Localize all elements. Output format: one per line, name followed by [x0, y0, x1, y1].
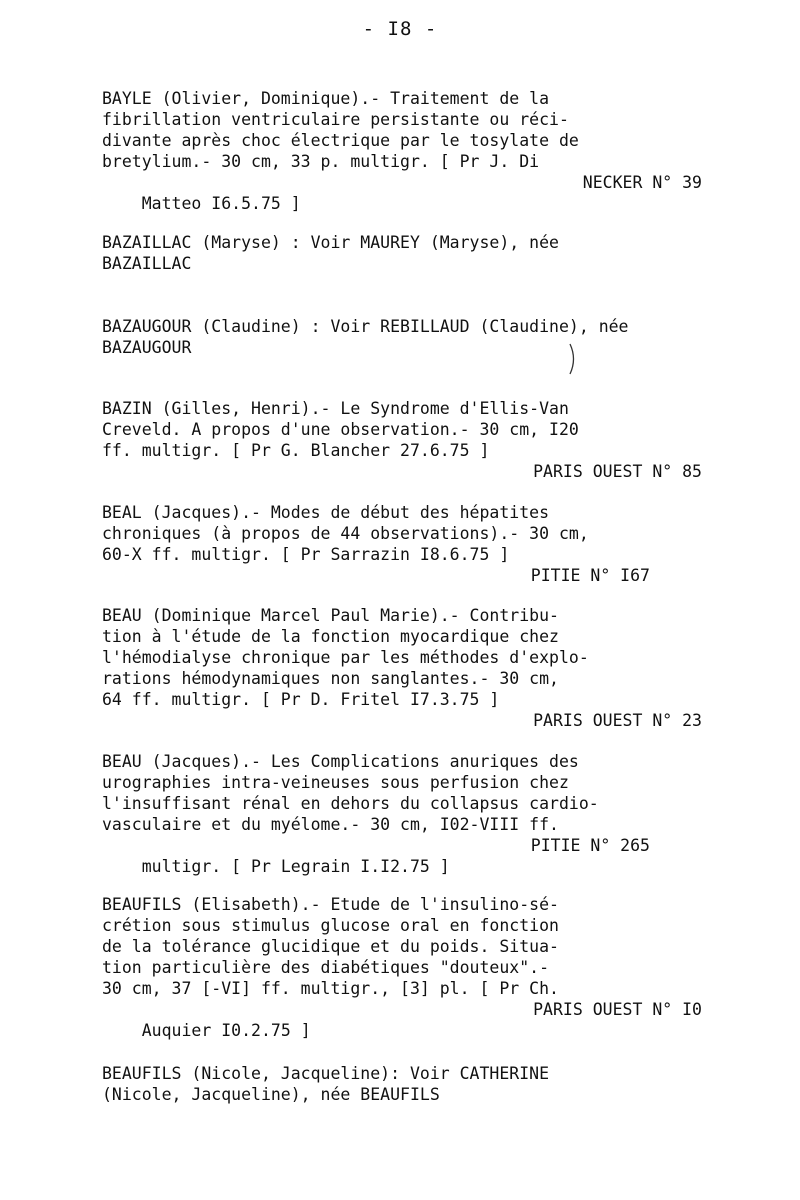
entry-line: urographies intra-veineuses sous perfusion chez — [102, 773, 569, 792]
entry-line: 60-X ff. multigr. [ Pr Sarrazin I8.6.75 ] — [102, 545, 510, 564]
entry-line: BEAU (Dominique Marcel Paul Marie).- Contribu- — [102, 606, 559, 625]
entry-location: PARIS OUEST N° 85 — [533, 462, 702, 481]
entry-line: 64 ff. multigr. [ Pr D. Fritel I7.3.75 ] — [102, 690, 500, 709]
entry-line: tion à l'étude de la fonction myocardique chez — [102, 627, 559, 646]
entry-line: vasculaire et du myélome.- 30 cm, I02-VIII ff. — [102, 815, 559, 834]
catalog-entry-beaufils-elisabeth — [102, 894, 702, 1040]
catalog-entry-bazin — [102, 398, 702, 482]
catalog-entry-beaufils-nicole — [102, 1063, 702, 1105]
catalog-entry-bazaugour — [102, 316, 702, 358]
entry-line: BAZAILLAC — [102, 254, 192, 273]
entry-line: BAZAUGOUR (Claudine) : Voir REBILLAUD (Claudine), née — [102, 317, 629, 336]
entry-line: BAZIN (Gilles, Henri).- Le Syndrome d'Ellis-Van — [102, 399, 569, 418]
entry-line: tion particulière des diabétiques "douteux".- — [102, 958, 550, 977]
page-number: - I8 - — [362, 18, 438, 40]
entry-line: Auquier I0.2.75 ] — [141, 1021, 311, 1040]
entry-location: PITIE N° I67 — [530, 566, 650, 585]
entry-location: NECKER N° 39 — [582, 173, 702, 192]
entry-line-with-location — [102, 999, 702, 1040]
entry-line: BEAU (Jacques).- Les Complications anuriques des — [102, 752, 579, 771]
entry-line: crétion sous stimulus glucose oral en fonction — [102, 916, 559, 935]
catalog-entry-beau-dominique — [102, 605, 702, 731]
entry-line: ff. multigr. [ Pr G. Blancher 27.6.75 ] — [102, 441, 490, 460]
entry-line: bretylium.- 30 cm, 33 p. multigr. [ Pr J. Di — [102, 152, 540, 171]
entry-line: (Nicole, Jacqueline), née BEAUFILS — [102, 1085, 440, 1104]
catalog-entry-beau-jacques — [102, 751, 702, 876]
entry-line: de la tolérance glucidique et du poids. Situa- — [102, 937, 559, 956]
catalog-entry-beal — [102, 502, 702, 586]
entry-line: BEAUFILS (Nicole, Jacqueline): Voir CATHERINE — [102, 1064, 550, 1083]
entry-line: fibrillation ventriculaire persistante ou réci- — [102, 110, 569, 129]
stray-ink-mark — [568, 342, 578, 376]
entry-line: BAYLE (Olivier, Dominique).- Traitement de la — [102, 89, 550, 108]
entry-line: multigr. [ Pr Legrain I.I2.75 ] — [141, 857, 450, 876]
catalog-entry-bazaillac — [102, 232, 702, 274]
entry-line: divante après choc électrique par le tosylate de — [102, 131, 579, 150]
entry-line: chroniques (à propos de 44 observations).- 30 cm, — [102, 524, 589, 543]
entry-line: l'hémodialyse chronique par les méthodes d'explo- — [102, 648, 589, 667]
entry-line: l'insuffisant rénal en dehors du collapsus cardio- — [102, 794, 599, 813]
entry-line: BAZAILLAC (Maryse) : Voir MAUREY (Maryse), née — [102, 233, 559, 252]
entry-line-with-location — [102, 835, 702, 876]
entry-location: PITIE N° 265 — [530, 836, 650, 855]
entry-line-with-location — [102, 172, 702, 213]
catalog-entry-bayle — [102, 88, 702, 213]
entry-line: Creveld. A propos d'une observation.- 30 cm, I20 — [102, 420, 579, 439]
entry-line: BEAUFILS (Elisabeth).- Etude de l'insulino-sé- — [102, 895, 559, 914]
entry-line: rations hémodynamiques non sanglantes.- 30 cm, — [102, 669, 559, 688]
entry-location: PARIS OUEST N° 23 — [533, 711, 702, 730]
entry-line: BAZAUGOUR — [102, 338, 192, 357]
entry-line: Matteo I6.5.75 ] — [141, 194, 301, 213]
entry-line: BEAL (Jacques).- Modes de début des hépatites — [102, 503, 550, 522]
entry-line: 30 cm, 37 [-VI] ff. multigr., [3] pl. [ Pr Ch. — [102, 979, 559, 998]
entry-location: PARIS OUEST N° I0 — [533, 1000, 702, 1019]
